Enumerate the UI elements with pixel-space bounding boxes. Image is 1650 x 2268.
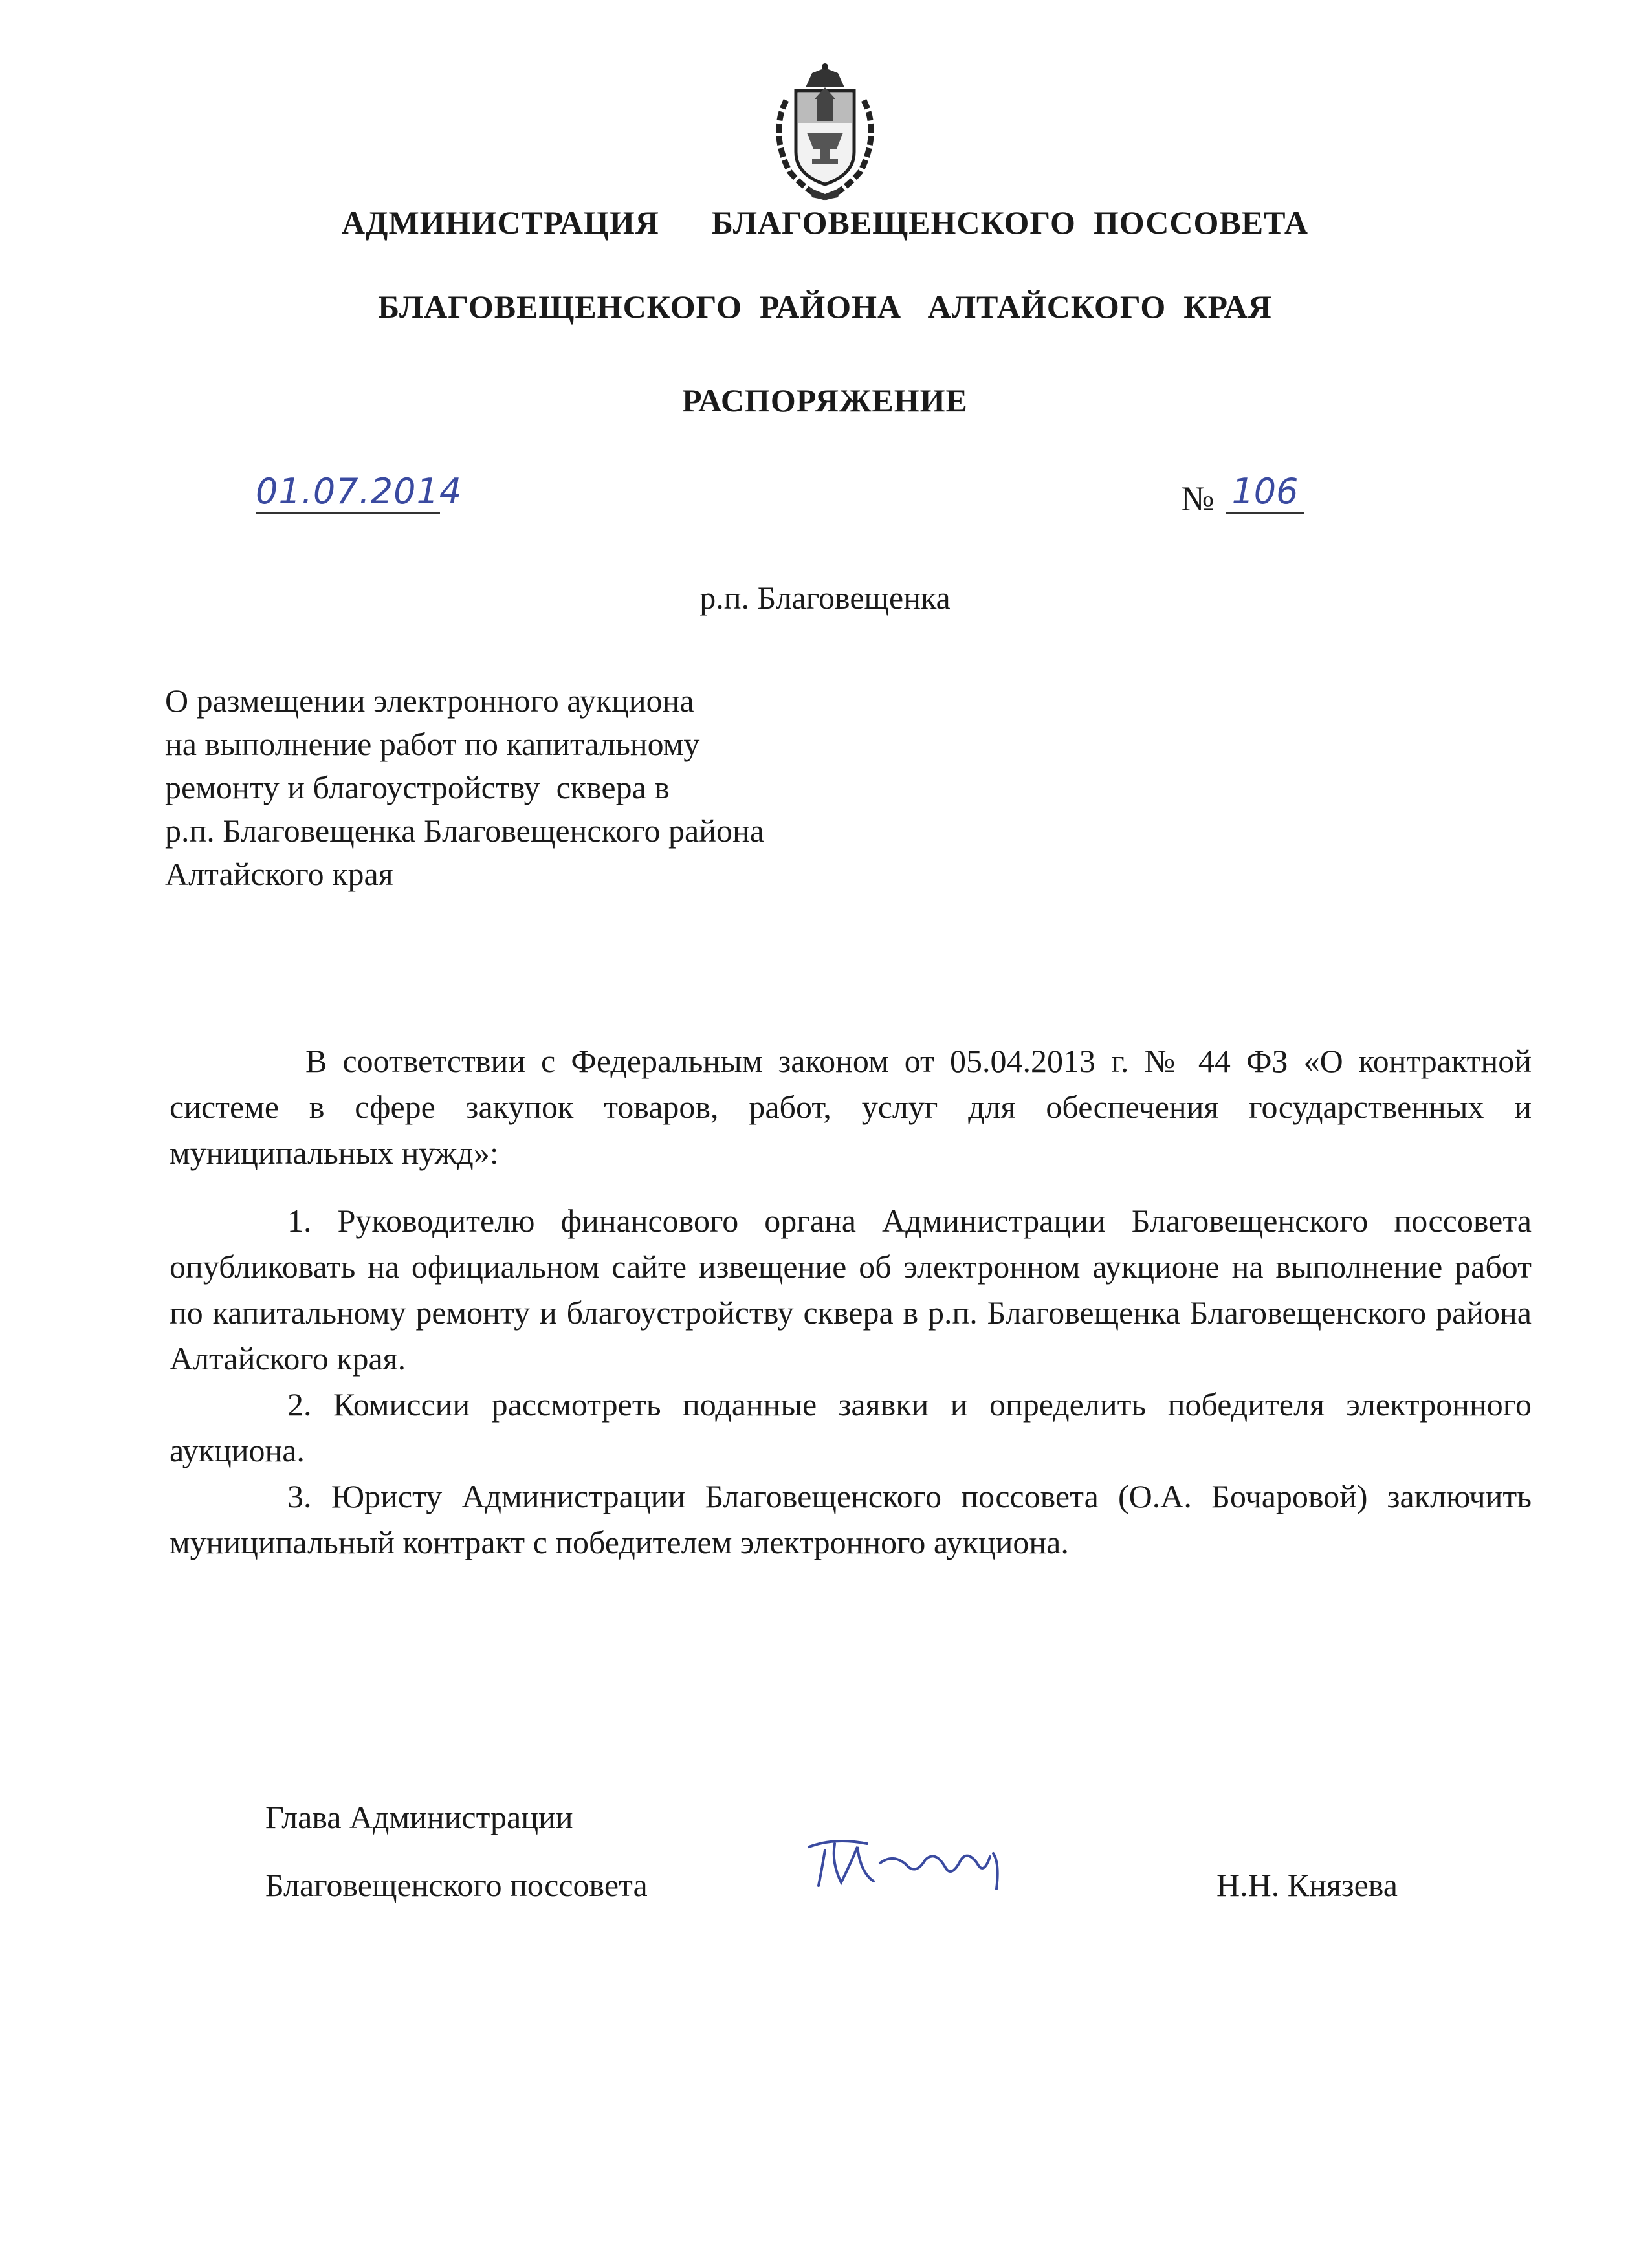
document-body: [170, 1038, 1532, 1565]
document-number: 106: [1226, 471, 1304, 514]
subject-line: ремонту и благоустройству сквера в: [165, 769, 670, 805]
document-type: РАСПОРЯЖЕНИЕ: [682, 382, 968, 419]
subject-line: р.п. Благовещенка Благовещенского района: [165, 812, 764, 849]
body-intro: В соответствии с Федеральным законом от 05.04.2013 г. № 44 ФЗ «О контрактной системе в сфере закупок товаров, работ, услуг для обеспечения государственных и муниципальных нужд»:: [170, 1043, 1532, 1171]
subject-line: Алтайского края: [165, 856, 393, 892]
subject-block: [165, 679, 764, 896]
subject-line: О размещении электронного аукциона: [165, 682, 694, 719]
signatory-name: Н.Н. Князева: [1216, 1867, 1398, 1903]
coat-of-arms-emblem: [760, 61, 890, 201]
org-title-line1: АДМИНИСТРАЦИЯ БЛАГОВЕЩЕНСКОГО ПОССОВЕТА: [341, 204, 1309, 241]
signatory-title-line1: Глава Администрации: [265, 1799, 573, 1835]
body-item-1: 1. Руководителю финансового органа Администрации Благовещенского поссовета опубликовать на официальном сайте извещение об электронном аукционе на выполнение работ по капитальному ремонту и благоустройству сквера в р.п. Благовещенка Благовещенского района Алтайского края.: [170, 1203, 1532, 1377]
subject-line: на выполнение работ по капитальному: [165, 726, 700, 762]
body-item-3: 3. Юристу Администрации Благовещенского поссовета (О.А. Бочаровой) заключить муниципальный контракт с победителем электронного аукциона.: [170, 1478, 1532, 1560]
number-label: №: [1181, 479, 1215, 518]
handwritten-signature: [796, 1824, 1035, 1895]
document-date: 01.07.2014: [256, 471, 440, 514]
signatory-title-line2: Благовещенского поссовета: [265, 1867, 648, 1903]
body-item-2: 2. Комиссии рассмотреть поданные заявки и определить победителя электронного аукциона.: [170, 1386, 1532, 1468]
place-of-issue: р.п. Благовещенка: [699, 580, 951, 616]
org-title-line2: БЛАГОВЕЩЕНСКОГО РАЙОНА АЛТАЙСКОГО КРАЯ: [378, 289, 1272, 325]
